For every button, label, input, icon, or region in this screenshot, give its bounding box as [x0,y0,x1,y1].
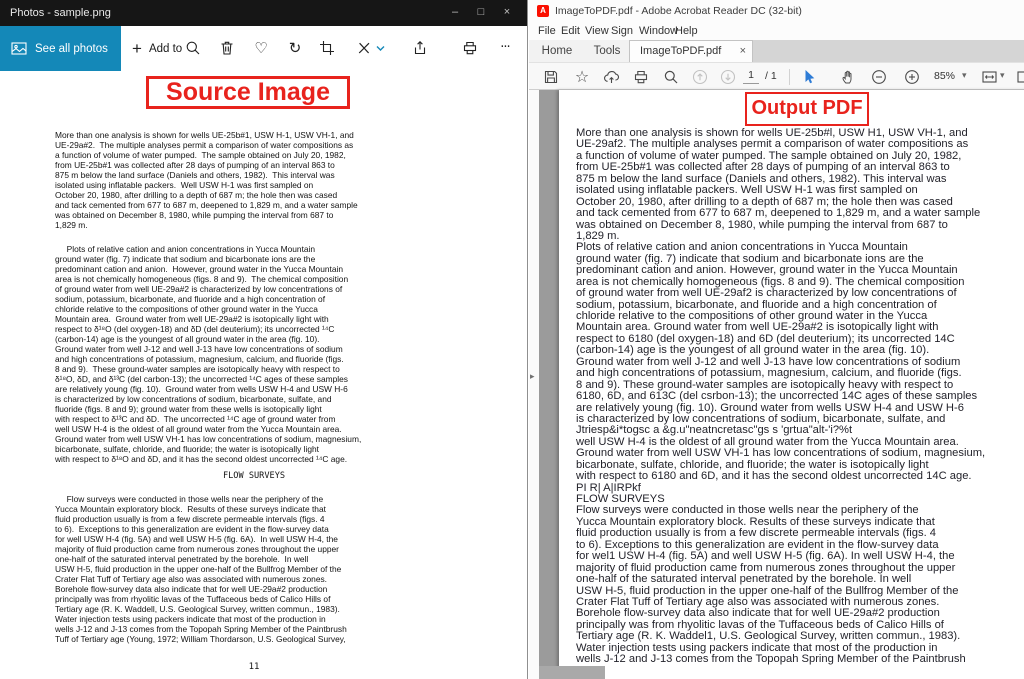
plus-icon: + [132,38,142,58]
minimize-button[interactable]: – [451,6,459,18]
star-icon[interactable]: ☆ [574,67,590,86]
acrobat-toolbar [529,62,1024,90]
tab-home[interactable]: Home [541,45,573,57]
fit-width-dropdown-icon[interactable]: ▾ [1000,71,1005,81]
pdf-page [559,90,1024,679]
photos-gallery-icon [11,42,27,55]
add-to-label: Add to [148,42,183,55]
page-count-label: / 1 [765,70,777,82]
zoom-out-icon[interactable] [871,69,887,85]
source-image-label: Source Image [146,76,350,109]
zoom-in-icon[interactable] [904,69,920,85]
source-paragraph-2: Plots of relative cation and anion concentrations in Yucca Mountain ground water (fig. 7) indicate that sodium and bicarbonate ions are the predominant cation and anion. However, ground water in the Yucca Mountain area is not chemically homogeneous (figs. 8 and 9). The chemical composition of ground water from well UE-29a#2 is characterized by low concentrations of sodium, potassium, bicarbonate, and fluoride and a high concentration of chloride relative to the compositions of other ground water in the Yucca Mountain area. Ground water from well UE-29a#2 is isotopically light with respect to δ¹⁸O (del oxygen-18) and δD (del deuterium); its uncorrected ¹⁴C (carbon-14) age is the youngest of all ground water in the area (fig. 10). Ground water from well J-12 and well J-13 have low concentrations of sodium and high concentrations of potassium, magnesium, calcium, and fluoride (figs. 8 and 9). These ground-water samples are isotopically heavy with respect to δ¹⁸O, δD, and δ¹³C (del carbon-13); the uncorrected ¹⁴C ages of these samples are relatively young (fig. 10). Ground water from wells USW H-4 and USW H-6 is characterized by low concentrations of sodium, bicarbonate, sulfate, and fluoride (figs. 8 and 9); ground water from these wells is isotopically light with respect to δ¹³C and δD. The uncorrected ¹⁴C age of ground water from well USW H-4 is the oldest of all ground water from the Yucca Mountain area. Ground water from well USW VH-1 has low concentrations of sodium, magnesium, bicarbonate, sulfate, chloride, and fluoride; the water is isotopically light with respect to δ¹⁸O and δD, and it has the second oldest uncorrected ¹⁴C age. [55,244,362,464]
zoom-dropdown-icon[interactable]: ▾ [962,71,967,81]
photos-toolbar [0,26,527,71]
favorite-icon[interactable]: ♡ [254,39,268,57]
acrobat-tabbar [529,40,1024,62]
acrobat-window-title: ImageToPDF.pdf - Adobe Acrobat Reader DC (32-bit) [555,5,802,17]
page-number-input[interactable]: 1 [743,69,759,84]
hand-tool-icon[interactable] [840,69,856,85]
menu-window[interactable]: Window [639,25,679,37]
source-paragraph-3: Flow surveys were conducted in those wells near the periphery of the Yucca Mountain exploratory block. Results of these surveys indicate that fluid production usually is from a few discrete permeable intervals (figs. 4 to 6). Exceptions to this generalization are evident in the flow-survey data for well USW H-4 (fig. 5A) and well USW H-5 (fig. 6A). In well USW H-4, the majority of fluid production came from numerous zones throughout the upper one-half of the saturated interval penetrated by the borehole. In well USW H-5, fluid production in the upper one-half of the Bullfrog Member of the Crater Flat Tuff of Tertiary age also was associated with numerous zones. Borehole flow-survey data also indicate that for well UE-29a#2 production principally was from rhyolitic lavas of the Tuffaceous beds of Calico Hills of Tertiary age (R. K. Waddell, U.S. Geological Survey, written commun., 1983). Water injection tests using packers indicate that most of the production in wells J-12 and J-13 comes from the Topopah Spring Member of the Paintbrush Tuff of Tertiary age (Young, 1972; William Thordarson, U.S. Geological Survey, [55,494,347,644]
menu-sign[interactable]: Sign [611,25,634,37]
edit-create-icon[interactable] [356,40,374,58]
tab-close-icon[interactable]: × [739,45,746,57]
source-image-view [0,71,527,679]
navigation-pane-strip[interactable] [529,90,539,679]
see-all-photos-button[interactable] [0,26,121,71]
source-paragraph-1: More than one analysis is shown for wells UE-25b#1, USW H-1, USW VH-1, and UE-29a#2. The multiple analyses permit a comparison of water compositions as a function of volume of water pumped. The sample obtained on July 20, 1982, from UE-25b#1 was collected after 28 days of pumping of an interval 863 to 875 m below the land surface (Daniels and others, 1982). This interval was isolated using inflatable packers. Well USW H-1 was first sampled on October 20, 1980, after drilling to a depth of 687 m; the hole then was cased and tack cemented from 677 to 687 m, deepened to 1,829 m, and a water sample was obtained on December 8, 1980, while pumping the interval from 687 to 1,829 m. [55,130,358,230]
tab-document[interactable] [629,40,753,62]
print-icon[interactable] [633,69,649,85]
acrobat-document-area [529,90,1024,679]
tab-tools[interactable]: Tools [593,45,621,57]
source-page-number: 11 [248,662,260,672]
maximize-button[interactable]: □ [477,6,485,18]
previous-page-icon[interactable] [692,69,708,85]
tab-document-label: ImageToPDF.pdf [640,45,722,57]
more-icon[interactable]: ··· [500,40,510,55]
menu-view[interactable]: View [585,25,609,37]
zoom-level-value[interactable]: 85% [934,70,956,82]
output-pdf-label: Output PDF [745,92,869,126]
comment-panel-icon[interactable] [1017,69,1024,85]
add-to-button[interactable] [132,26,182,71]
toolbar-divider [789,69,790,85]
select-tool-icon[interactable] [801,69,817,85]
print-icon[interactable] [462,40,480,58]
tabbar-background [753,40,1024,62]
cloud-upload-icon[interactable] [603,69,619,85]
photos-titlebar [0,0,527,26]
next-page-icon[interactable] [720,69,736,85]
photos-window-title: Photos - sample.png [10,7,111,19]
expand-nav-pane-icon[interactable]: ▸ [530,372,535,382]
menu-file[interactable]: File [538,25,556,37]
acrobat-menubar [529,22,1024,40]
menu-edit[interactable]: Edit [561,25,580,37]
see-all-photos-label: See all photos [35,42,108,55]
edit-create-dropdown-icon[interactable] [376,45,394,63]
horizontal-scrollbar[interactable] [539,666,605,679]
acrobat-window [529,0,1024,679]
acrobat-titlebar [529,0,1024,22]
rotate-icon[interactable]: ↻ [288,39,302,57]
search-icon[interactable] [663,69,679,85]
close-button[interactable]: × [503,6,511,18]
fit-width-icon[interactable] [981,69,997,85]
pdf-text-content: More than one analysis is shown for wells UE-25b#l, USW H1, USW VH-1, and UE-29af2. The multiple analyses permit a comparison of water compositions as a function of volume of water pumped. The sample obtained on July 20, 1982, from UE-25b#1 was collected after 28 days of pumping of an interval 863 to 875 m below the land surface (Daniels and others, 1982). This interval was isolated using inflatable packers. Well USW H-1 was first sampled on October 20, 1980, after drilling to a depth of 687 m; the hole then was cased and tack cemented from 677 to 687 m, deepened to 1,829 m, and a water sample was obtained on December 8, 1980, while pumping the interval from 687 to 1,829 m. Plots of relative cation and anion concentrations in Yucca Mountain ground water (fig. 7) indicate that sodium and bicarbonate ions are the predominant cation and anion. However, ground water in the Yucca Mountain area is not chemically homogeneous (figs. 8 and 9). The chemical composition of ground water from well UE-29af2 is characterized by low concentrations of sodium, potassium, bicarbonate, and fluoride and a high concentration of chloride relative to the compositions of other ground water in the Yucca Mountain area. Ground water from well UE-29a#2 is isotopically light with respect to 6180 (del oxygen-18) and 6D (del deuterium); its uncorrected 14C (carbon-14) age is the youngest of all ground water in the area (fig. 10). Ground water from well J-12 and well J-13 have low concentrations of sodium and high concentrations of potassium, magnesium, calcium, and fluoride (figs. 8 and 9). These ground-water samples are isotopically heavy with respect to 6180, 6D, and 613C (del csrbon-13); the uncorrected 14C ages of these samples are relatively young (fig. 10). Ground water from wells USW H-4 and USW H-6 is characterized by low concentrations of sodium, bicarbonate, sulfate, and Jtriesp&i*togsc a &g.u"neatncretasc"gs s 'grtua"alt-'i?%t well USW H-4 is the oldest of all ground water from the Yucca Mountain area. Ground water from well USW VH-1 has low concentrations of sodium, magnesium, bicarbonate, sulfate, chloride, and fluoride; the water is isotopically light with respect to 6180 and 6D, and it has the second oldest uncorrected 14C age. PI R| A|IRPkf FLOW SURVEYS Flow surveys were conducted in those wells near the periphery of the Yucca Mountain exploratory block. Results of these surveys indicate that fluid production usually is from a few discrete permeable intervals (figs. 4 to 6). Exceptions to this generalization are evident in the flow-survey data for wel1 USW H-4 (fig. 5A) and well USW H-5 (fig. 6A). In well USW H-4, the majority of fluid production came from numerous zones throughout the upper one-half of the saturated interval penetrated by the borehole. In well USW H-5, fluid production in the upper one-half of the Bullfrog Member of the Crater Flat Tuff of Tertiary age also was associated with numerous zones. Borehole flow-survey data also indicate that for well UE-29a#2 production principally was from rhyolitic lavas of the Tuffaceous beds of Calico Hills of Tertiary age (R. K. Waddel1, U.S. Geological Survey, written commun., 1983). Water injection tests using packers indicate that most of the production in wells J-12 and J-13 comes from the Topopah Spring Member of the Paintbrush [576,127,986,666]
acrobat-app-icon: A [537,5,549,17]
menu-help[interactable]: Help [675,25,698,37]
crop-icon[interactable] [319,40,337,58]
source-section-heading: FLOW SURVEYS [222,471,286,481]
delete-icon[interactable] [219,40,237,58]
zoom-icon[interactable] [185,40,203,58]
save-icon[interactable] [543,69,559,85]
share-icon[interactable] [412,40,430,58]
